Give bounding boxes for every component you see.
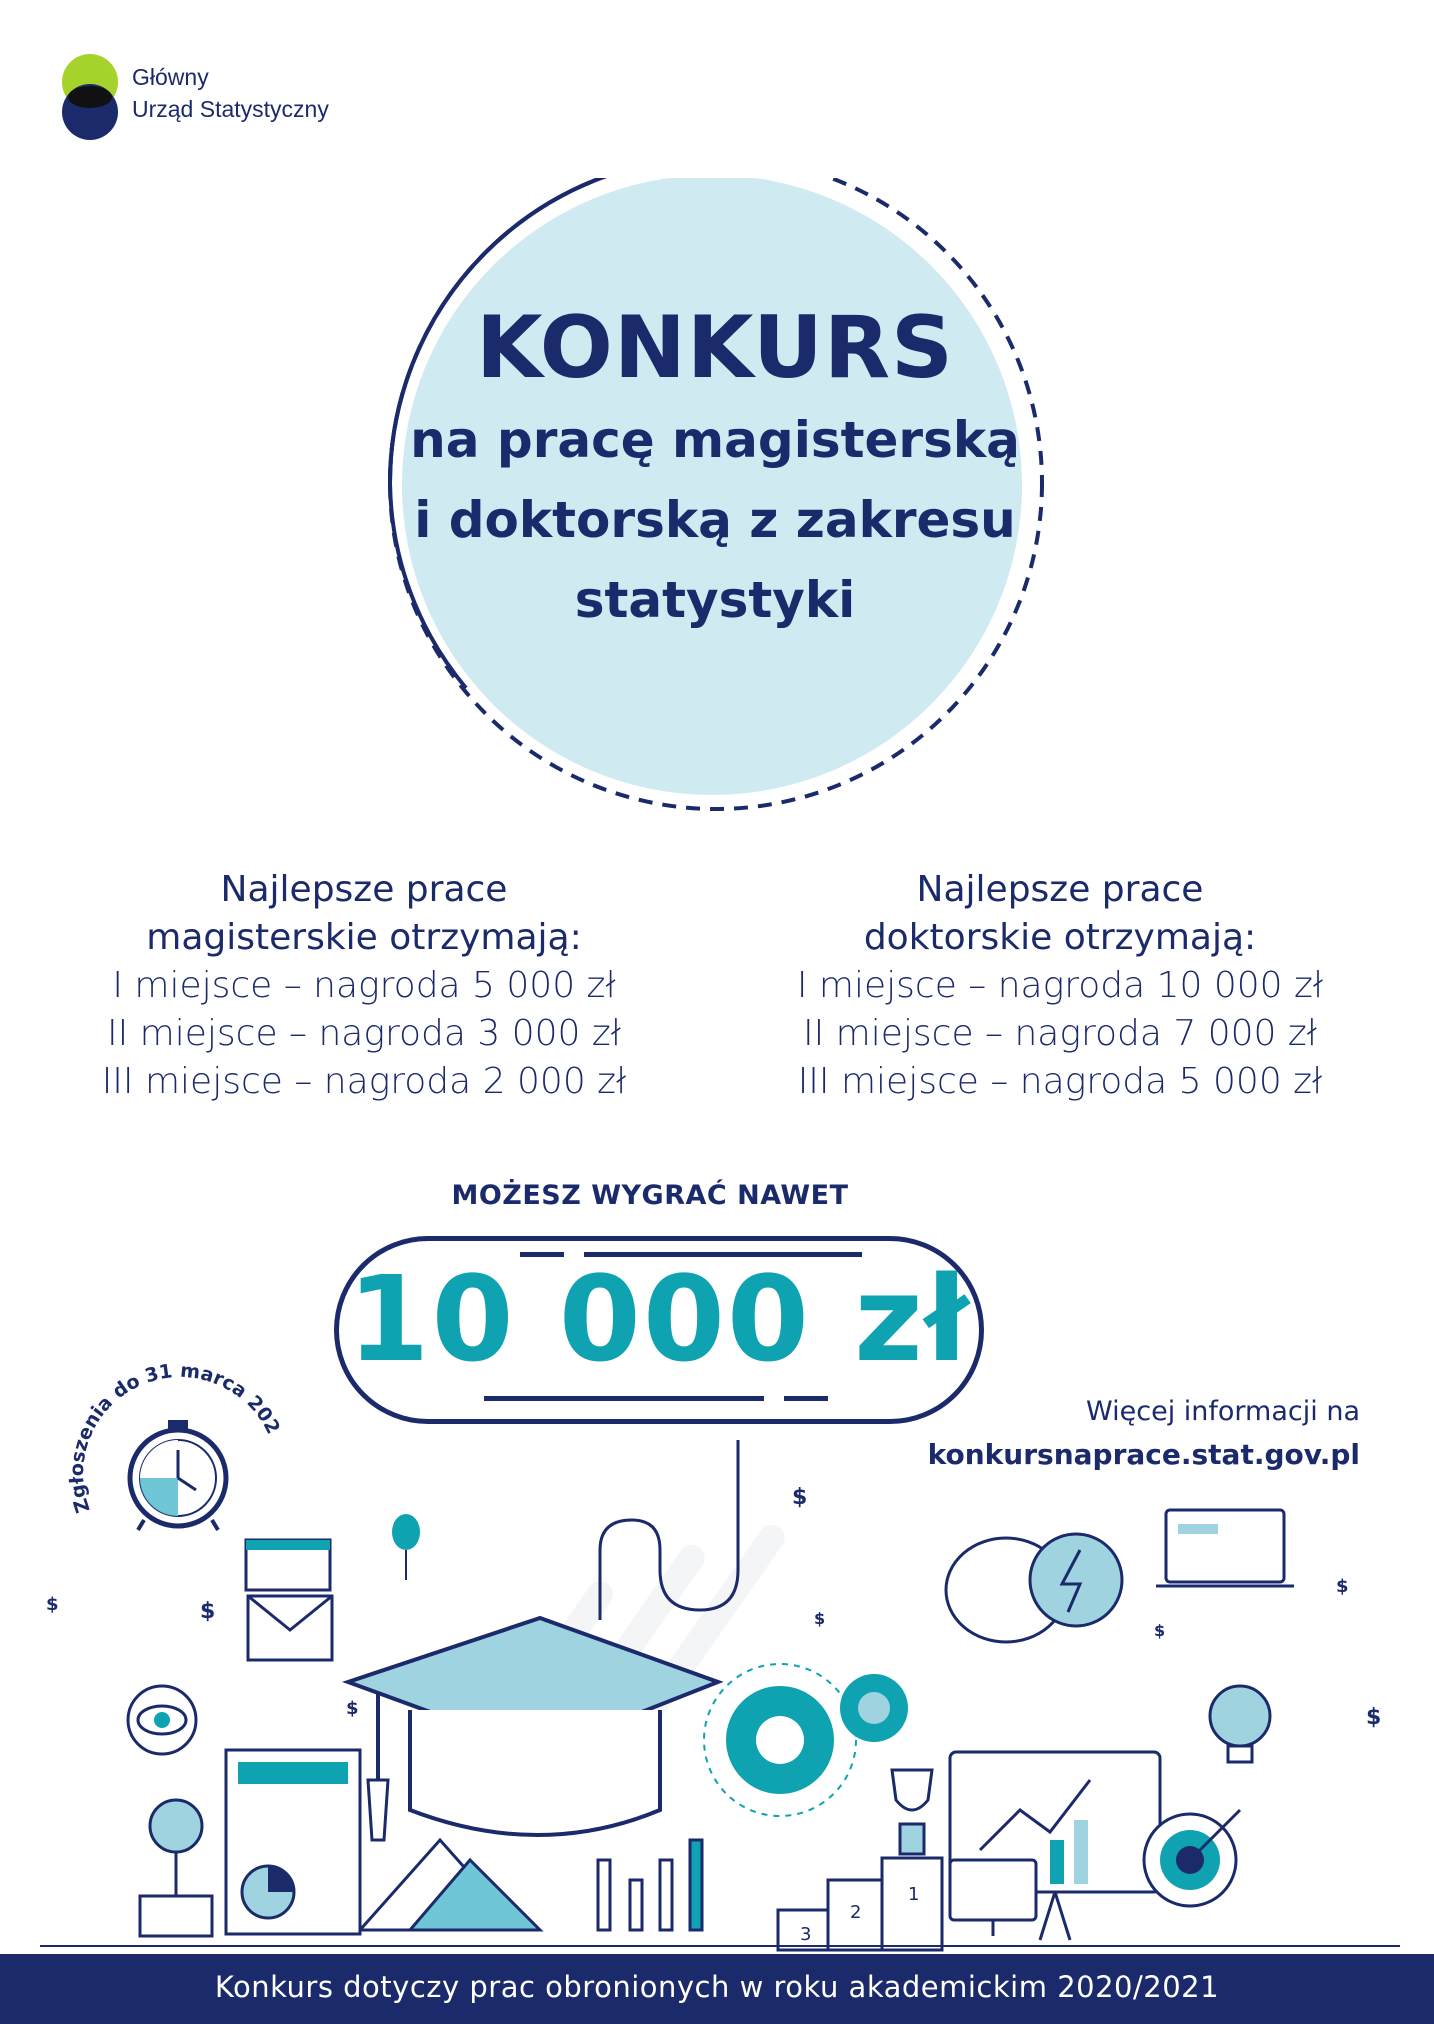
- document-icon: [226, 1750, 360, 1934]
- podium-place-1: 1: [908, 1884, 920, 1905]
- lightbulb-icon: [1210, 1686, 1270, 1762]
- monitor-icon: [950, 1860, 1036, 1936]
- svg-text:$: $: [792, 1485, 808, 1510]
- gus-logo: [58, 52, 358, 142]
- pill-dash: [484, 1396, 764, 1401]
- footer-text: Konkurs dotyczy prac obronionych w roku akademickim 2020/2021: [214, 1970, 1220, 2004]
- svg-text:$: $: [814, 1609, 826, 1628]
- podium-place-3: 3: [800, 1924, 812, 1945]
- doctoral-heading-2: doktorskie otrzymają:: [863, 917, 1257, 958]
- masters-prize-2: II miejsce – nagroda 3 000 zł: [107, 1013, 621, 1054]
- pill-dash: [784, 1396, 828, 1401]
- masters-prizes: [44, 866, 684, 1106]
- education-illustration: [0, 1440, 1434, 1960]
- hero-subtitle-3: statystyki: [574, 571, 856, 629]
- gear-icon: [704, 1664, 908, 1816]
- laptop-icon: [1156, 1510, 1294, 1586]
- svg-text:$: $: [1336, 1576, 1349, 1597]
- more-info-url[interactable]: konkursnaprace.stat.gov.pl: [927, 1438, 1360, 1471]
- svg-text:$: $: [1366, 1705, 1382, 1730]
- win-caption: MOŻESZ WYGRAĆ NAWET: [451, 1180, 849, 1211]
- masters-prize-3: III miejsce – nagroda 2 000 zł: [101, 1061, 627, 1102]
- logo-line-2: Urząd Statystyczny: [132, 96, 329, 122]
- mountains-icon: [360, 1840, 540, 1930]
- logo-line-1: Główny: [132, 64, 209, 90]
- svg-text:$: $: [346, 1698, 359, 1719]
- prize-amount: 10 000 zł: [347, 1250, 971, 1388]
- svg-text:$: $: [46, 1594, 59, 1615]
- doctoral-prize-2: II miejsce – nagroda 7 000 zł: [803, 1013, 1317, 1054]
- masters-heading-2: magisterskie otrzymają:: [146, 917, 582, 958]
- hero-circle: [366, 178, 1064, 818]
- deadline-text: Zgłoszenia do 31 marca 202: [65, 1360, 285, 1516]
- masters-heading-1: Najlepsze prace: [220, 869, 508, 910]
- brain-icon: [946, 1534, 1122, 1642]
- doctoral-prizes: [740, 866, 1380, 1106]
- money-plant-icon: [140, 1800, 212, 1936]
- svg-text:$: $: [1154, 1621, 1166, 1640]
- bar-chart-icon: [598, 1840, 702, 1930]
- graduation-cap-icon: [348, 1618, 718, 1840]
- gus-logo-mark-icon: [58, 52, 122, 142]
- podium-place-2: 2: [850, 1902, 862, 1923]
- svg-text:$: $: [200, 1599, 216, 1624]
- mail-icon: [246, 1540, 332, 1660]
- hero-title: KONKURS: [476, 298, 954, 398]
- hero-subtitle-2: i doktorską z zakresu: [414, 491, 1016, 549]
- masters-prize-1: I miejsce – nagroda 5 000 zł: [112, 965, 616, 1006]
- podium-icon: [778, 1770, 942, 1950]
- doctoral-prize-1: I miejsce – nagroda 10 000 zł: [796, 965, 1324, 1006]
- doctoral-heading-1: Najlepsze prace: [916, 869, 1204, 910]
- more-info-label: Więcej informacji na: [1086, 1396, 1360, 1427]
- balloon-icon: [392, 1514, 420, 1580]
- hero-subtitle-1: na pracę magisterską: [410, 411, 1020, 469]
- eye-icon: [128, 1686, 196, 1754]
- doctoral-prize-3: III miejsce – nagroda 5 000 zł: [797, 1061, 1323, 1102]
